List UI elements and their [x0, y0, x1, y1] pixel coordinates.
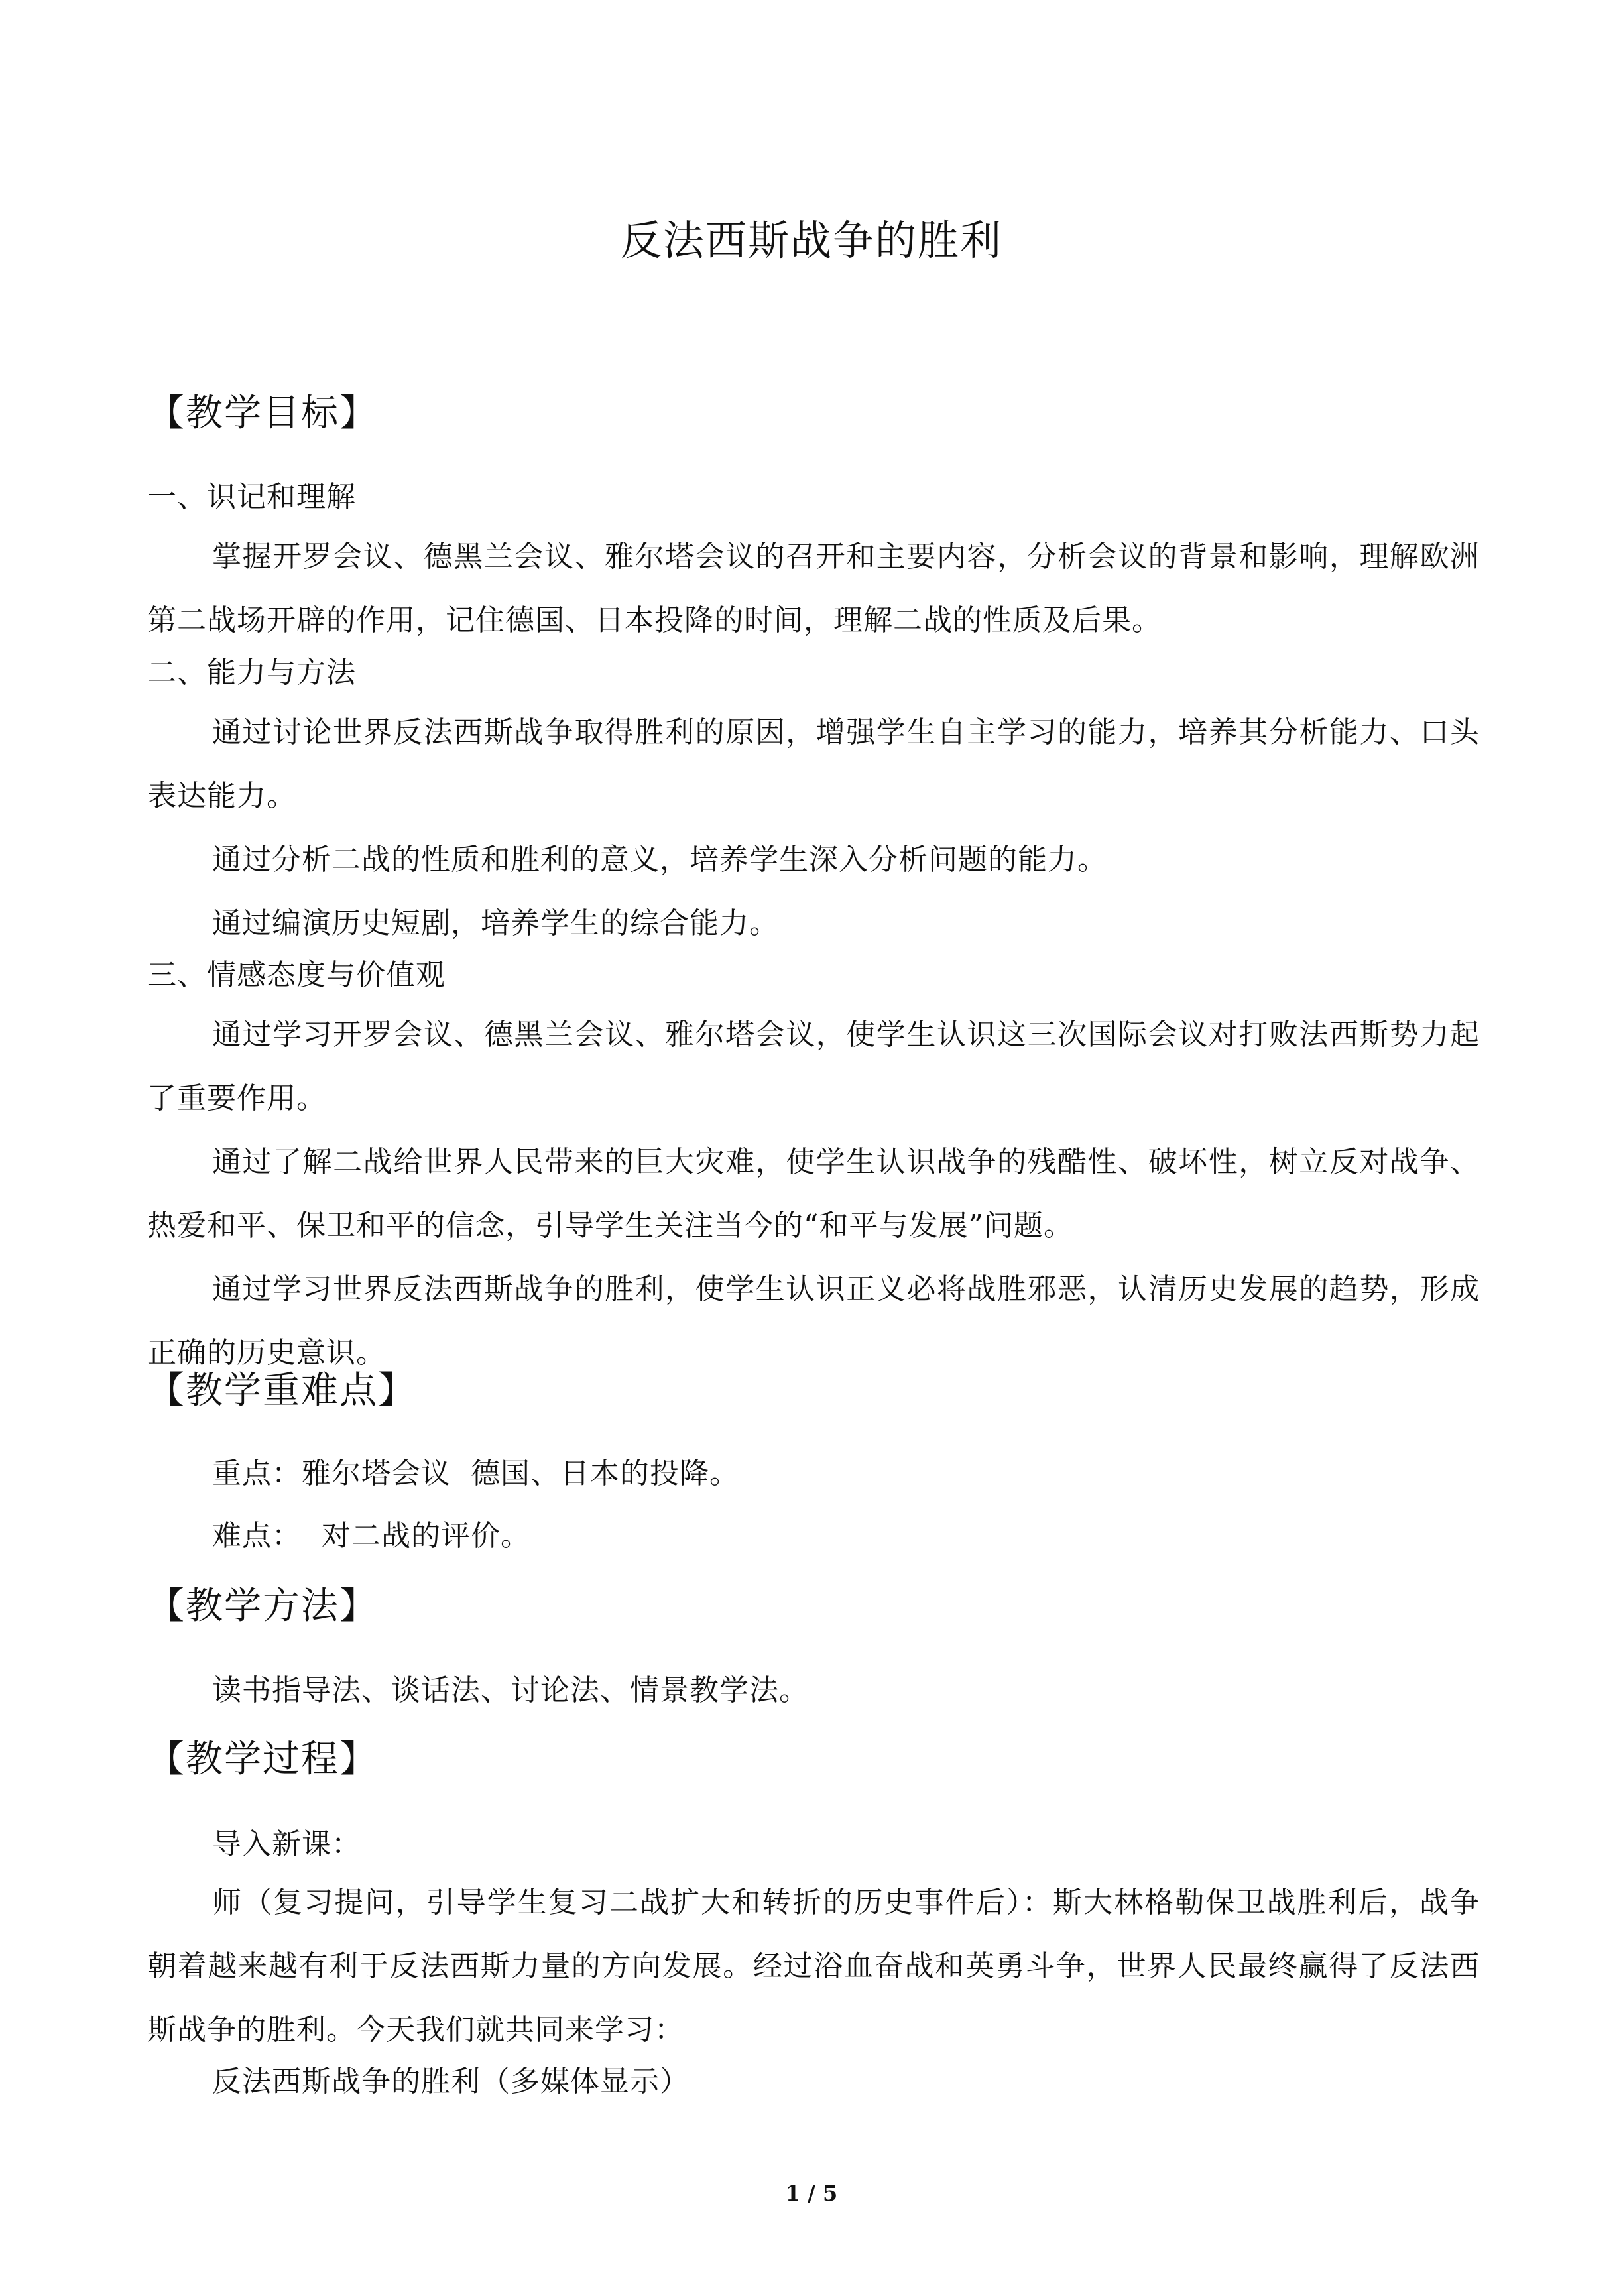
section-heading-objectives: 【教学目标】 — [147, 392, 378, 435]
section-heading-methods: 【教学方法】 — [147, 1585, 378, 1628]
paragraph: 通过学习开罗会议、德黑兰会议、雅尔塔会议，使学生认识这三次国际会议对打败法西斯势力起了重要作用。 — [147, 1018, 1480, 1115]
section-heading-process: 【教学过程】 — [147, 1738, 378, 1781]
multimedia-line: 反法西斯战争的胜利（多媒体显示） — [212, 2065, 690, 2098]
section-heading-key-points: 【教学重难点】 — [147, 1369, 416, 1412]
subheading-ability-method: 二、能力与方法 — [147, 656, 356, 690]
paragraph: 师（复习提问，引导学生复习二战扩大和转折的历史事件后）：斯大林格勒保卫战胜利后，战争朝着越来越有利于反法西斯力量的方向发展。经过浴血奋战和英勇斗争，世界人民最终赢得了反法西斯战争的胜利。今天我们就共同来学习： — [147, 1886, 1480, 2047]
subheading-memorize-understand: 一、识记和理解 — [147, 480, 356, 514]
subheading-emotion-values: 三、情感态度与价值观 — [147, 958, 446, 992]
methods-line: 读书指导法、谈话法、讨论法、情景教学法。 — [212, 1673, 809, 1707]
paragraph: 通过学习世界反法西斯战争的胜利，使学生认识正义必将战胜邪恶，认清历史发展的趋势，形成正确的历史意识。 — [147, 1272, 1480, 1370]
difficulty-line: 难点： 对二战的评价。 — [212, 1519, 530, 1553]
paragraph: 通过了解二战给世界人民带来的巨大灾难，使学生认识战争的残酷性、破坏性，树立反对战争、热爱和平、保卫和平的信念，引导学生关注当今的“和平与发展”问题。 — [147, 1145, 1480, 1242]
document-title: 反法西斯战争的胜利 — [620, 216, 1002, 265]
paragraph: 通过讨论世界反法西斯战争取得胜利的原因，增强学生自主学习的能力，培养其分析能力、口头表达能力。 — [147, 715, 1480, 813]
paragraph: 通过编演历史短剧，培养学生的综合能力。 — [212, 906, 779, 940]
paragraph: 掌握开罗会议、德黑兰会议、雅尔塔会议的召开和主要内容，分析会议的背景和影响，理解欧洲第二战场开辟的作用，记住德国、日本投降的时间，理解二战的性质及后果。 — [147, 540, 1480, 637]
intro-label: 导入新课： — [212, 1827, 361, 1861]
paragraph: 通过分析二战的性质和胜利的意义，培养学生深入分析问题的能力。 — [212, 843, 1107, 876]
key-point-line: 重点：雅尔塔会议 德国、日本的投降。 — [212, 1457, 739, 1490]
page-number: 1 / 5 — [785, 2181, 838, 2206]
